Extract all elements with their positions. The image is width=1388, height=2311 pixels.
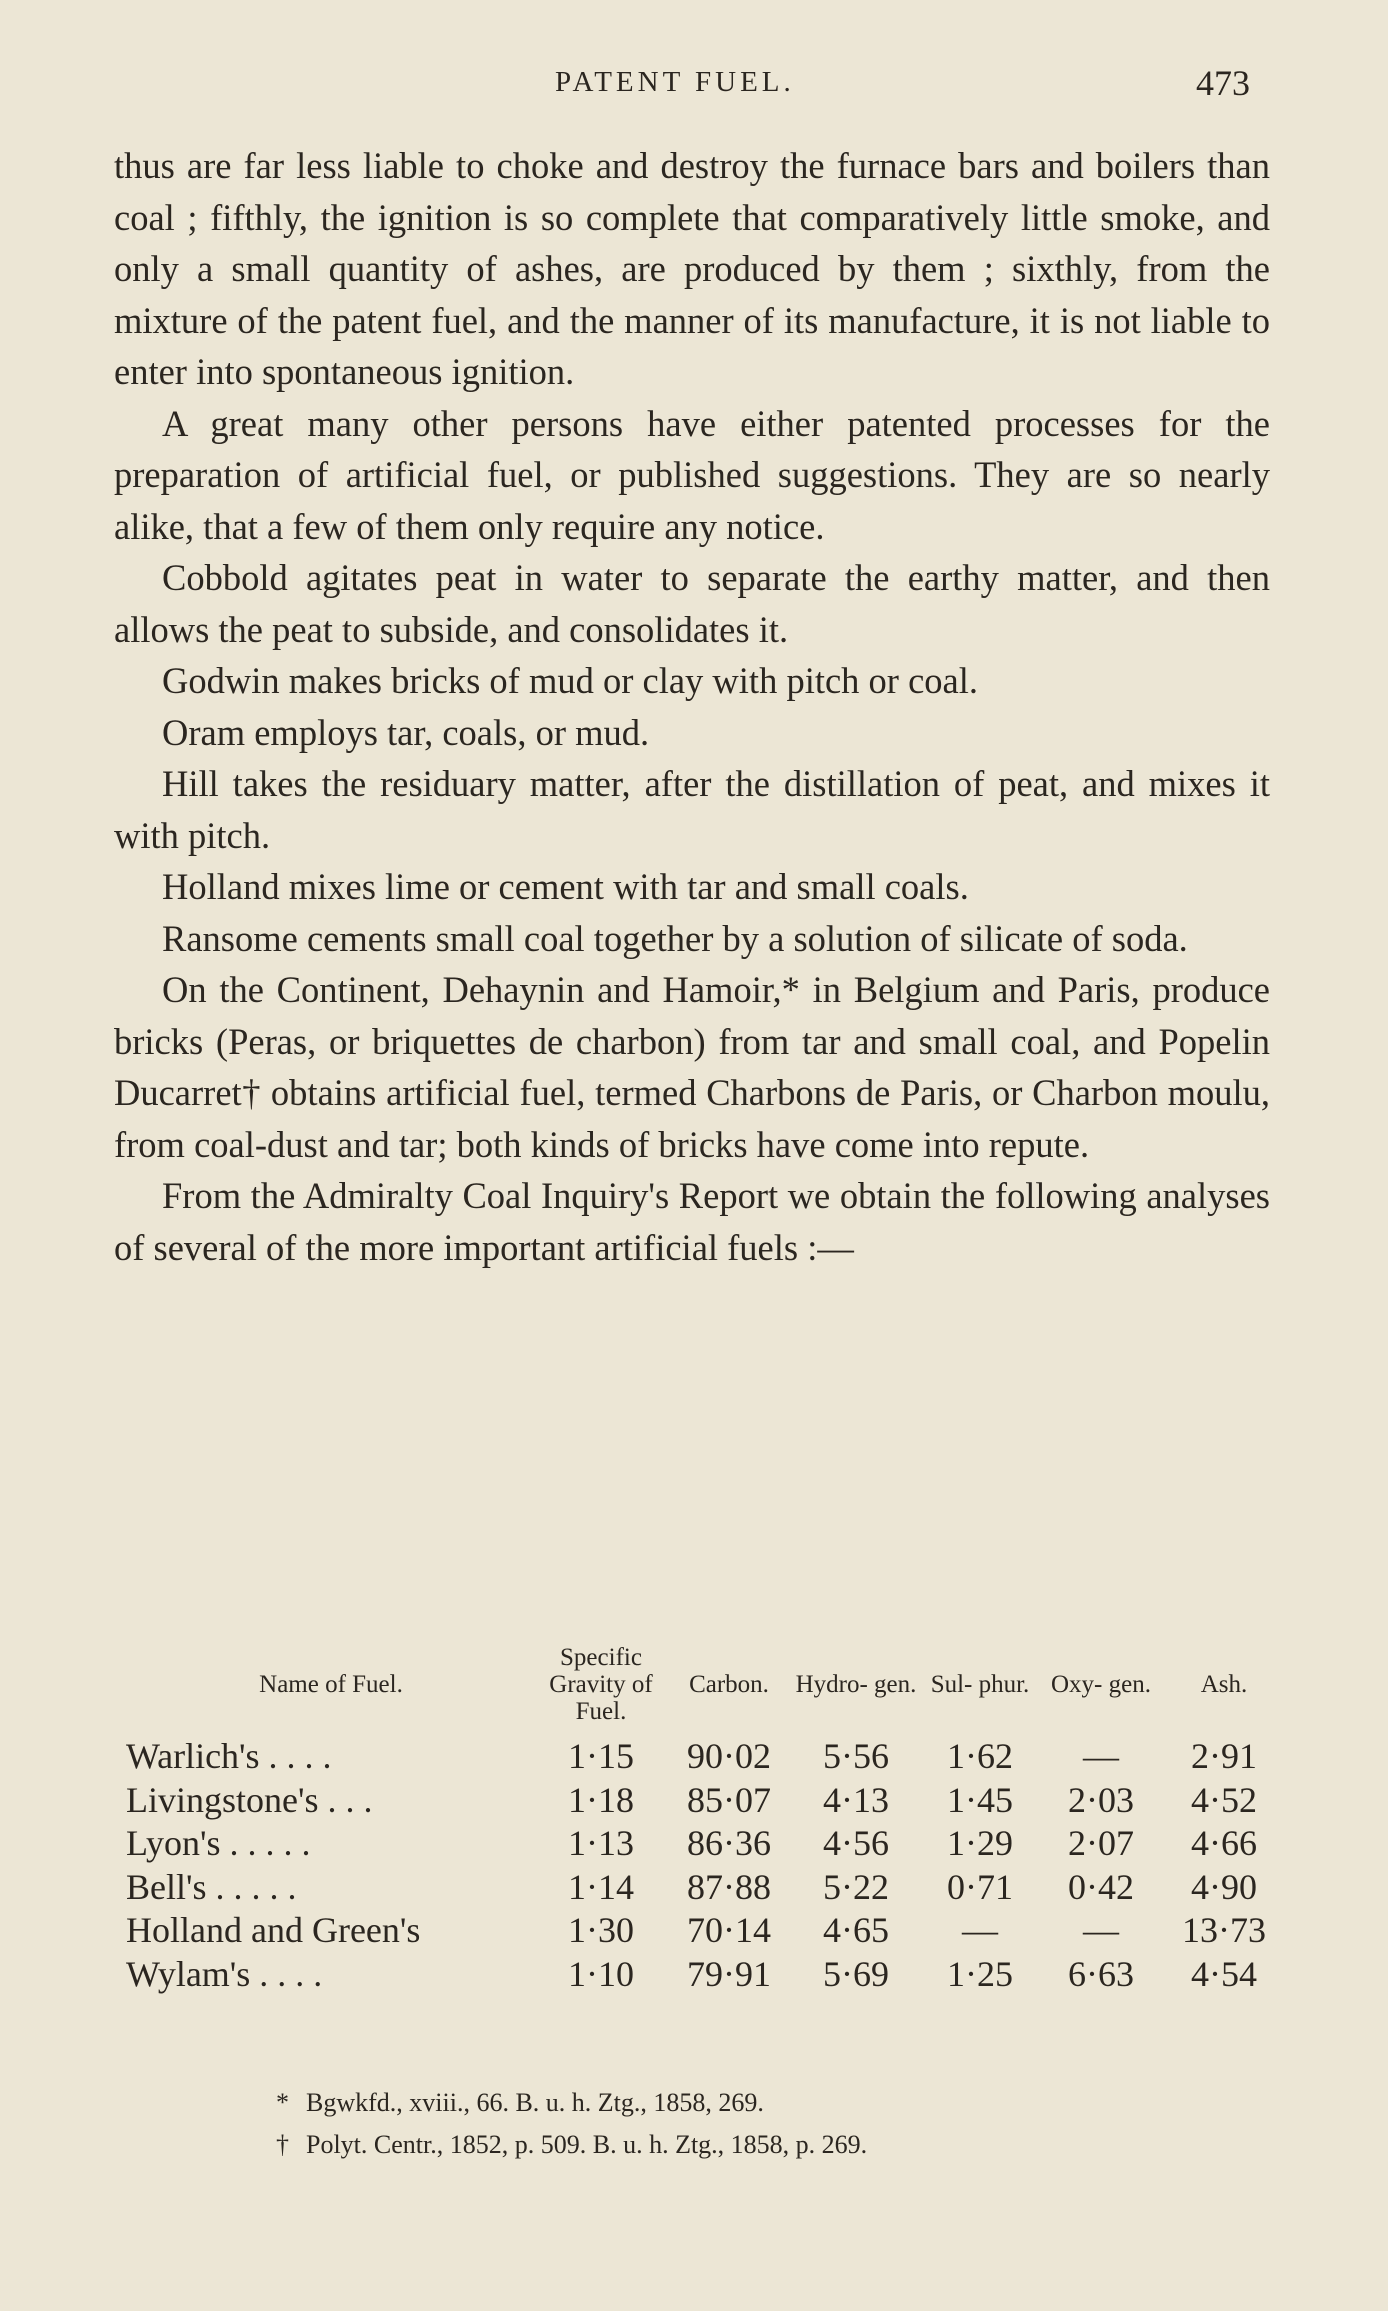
cell-sulphur: — <box>962 1910 998 1950</box>
header-carbon: Carbon. <box>689 1671 769 1698</box>
cell-gravity: 1·13 <box>568 1823 634 1863</box>
footnotes <box>276 2082 1276 2166</box>
cell-oxygen: 2·07 <box>1068 1823 1134 1863</box>
footnote-text: Polyt. Centr., 1852, p. 509. B. u. h. Ztg., 1858, p. 269. <box>306 2130 868 2159</box>
cell-gravity: 1·14 <box>568 1866 634 1907</box>
footnote-mark: * <box>276 2088 289 2117</box>
cell-name: Warlich's . . . . <box>126 1736 332 1776</box>
fuel-analysis-table <box>126 1644 1286 1996</box>
cell-gravity: 1·10 <box>568 1953 634 1994</box>
cell-carbon: 79·91 <box>687 1953 771 1994</box>
footnote <box>276 2124 1276 2166</box>
table-row <box>126 1866 1286 1910</box>
header-name: Name of Fuel. <box>259 1671 403 1698</box>
header-oxygen: Oxy- gen. <box>1051 1671 1151 1698</box>
running-title: PATENT FUEL. <box>555 66 795 98</box>
cell-oxygen: 0·42 <box>1068 1866 1134 1907</box>
cell-ash: 2·91 <box>1191 1736 1257 1776</box>
paragraph: On the Continent, Dehaynin and Hamoir,* in Belgium and Paris, produce bricks (Peras, or briquettes de charbon) from tar and small coal, and Popelin Ducarret† obtains artificial fuel, termed Charbons de Paris, or Charbon moulu, from coal-dust and tar; both kinds of bricks have come into repute. <box>114 969 1270 1165</box>
header-sulphur: Sul- phur. <box>930 1671 1030 1698</box>
cell-ash: 4·90 <box>1191 1866 1257 1907</box>
paragraph: Godwin makes bricks of mud or clay with pitch or coal. <box>162 660 978 701</box>
cell-ash: 4·54 <box>1191 1953 1257 1994</box>
cell-gravity: 1·30 <box>568 1910 634 1950</box>
header-hydrogen: Hydro- gen. <box>795 1671 917 1698</box>
body-text <box>114 140 1270 1273</box>
cell-sulphur: 1·45 <box>947 1779 1013 1820</box>
cell-sulphur: 0·71 <box>947 1866 1013 1907</box>
footnote-mark: † <box>276 2130 289 2159</box>
cell-hydrogen: 5·56 <box>823 1736 889 1776</box>
cell-carbon: 90·02 <box>687 1736 771 1776</box>
table-row <box>126 1909 1286 1953</box>
cell-hydrogen: 4·13 <box>823 1779 889 1820</box>
cell-hydrogen: 5·22 <box>823 1866 889 1907</box>
cell-carbon: 86·36 <box>687 1823 771 1863</box>
table-row <box>126 1953 1286 1997</box>
table-row <box>126 1735 1286 1779</box>
page-header <box>0 62 1388 112</box>
paragraph: Cobbold agitates peat in water to separate the earthy matter, and then allows the peat to subside, and consolidates it. <box>114 557 1270 650</box>
cell-gravity: 1·18 <box>568 1779 634 1820</box>
cell-oxygen: — <box>1083 1910 1119 1950</box>
cell-sulphur: 1·29 <box>947 1823 1013 1863</box>
cell-sulphur: 1·25 <box>947 1953 1013 1994</box>
cell-ash: 4·52 <box>1191 1779 1257 1820</box>
paragraph: thus are far less liable to choke and destroy the furnace bars and boilers than coal ; fifthly, the ignition is so complete that comparatively little smoke, and only a small quantity of ashes, are produced by them ; sixthly, from the mixture of the patent fuel, and the manner of its manufacture, it is not liable to enter into spontaneous ignition. <box>114 145 1270 392</box>
table-row <box>126 1779 1286 1823</box>
paragraph: Holland mixes lime or cement with tar and small coals. <box>162 866 969 907</box>
cell-oxygen: 6·63 <box>1068 1953 1134 1994</box>
table-header-row <box>126 1644 1286 1735</box>
cell-sulphur: 1·62 <box>947 1736 1013 1776</box>
cell-hydrogen: 4·65 <box>823 1910 889 1950</box>
cell-hydrogen: 5·69 <box>823 1953 889 1994</box>
cell-name: Wylam's . . . . <box>126 1953 323 1994</box>
footnote <box>276 2082 1276 2124</box>
cell-hydrogen: 4·56 <box>823 1823 889 1863</box>
cell-name: Bell's . . . . . <box>126 1866 297 1907</box>
cell-oxygen: — <box>1083 1736 1119 1776</box>
cell-name: Holland and Green's <box>126 1910 421 1950</box>
cell-carbon: 70·14 <box>687 1910 771 1950</box>
cell-ash: 13·73 <box>1182 1910 1266 1950</box>
header-gravity: Specific Gravity of Fuel. <box>549 1644 653 1725</box>
cell-carbon: 85·07 <box>687 1779 771 1820</box>
paragraph: Ransome cements small coal together by a solution of silicate of soda. <box>162 917 1188 959</box>
cell-ash: 4·66 <box>1191 1823 1257 1863</box>
cell-name: Lyon's . . . . . <box>126 1823 311 1863</box>
cell-carbon: 87·88 <box>687 1866 771 1907</box>
cell-oxygen: 2·03 <box>1068 1779 1134 1820</box>
paragraph: A great many other persons have either patented processes for the preparation of artificial fuel, or published suggestions. They are so nearly alike, that a few of them only require any notice. <box>114 402 1270 547</box>
header-ash: Ash. <box>1200 1671 1248 1698</box>
table-row <box>126 1822 1286 1866</box>
paragraph: From the Admiralty Coal Inquiry's Report we obtain the following analyses of several of the more important artificial fuels :— <box>114 1175 1270 1268</box>
cell-name: Livingstone's . . . <box>126 1779 373 1820</box>
cell-gravity: 1·15 <box>568 1736 634 1776</box>
paragraph: Oram employs tar, coals, or mud. <box>162 711 650 753</box>
footnote-text: Bgwkfd., xviii., 66. B. u. h. Ztg., 1858, 269. <box>306 2088 764 2117</box>
page-number: 473 <box>1196 63 1250 103</box>
paragraph: Hill takes the residuary matter, after the distillation of peat, and mixes it with pitch. <box>114 763 1270 856</box>
